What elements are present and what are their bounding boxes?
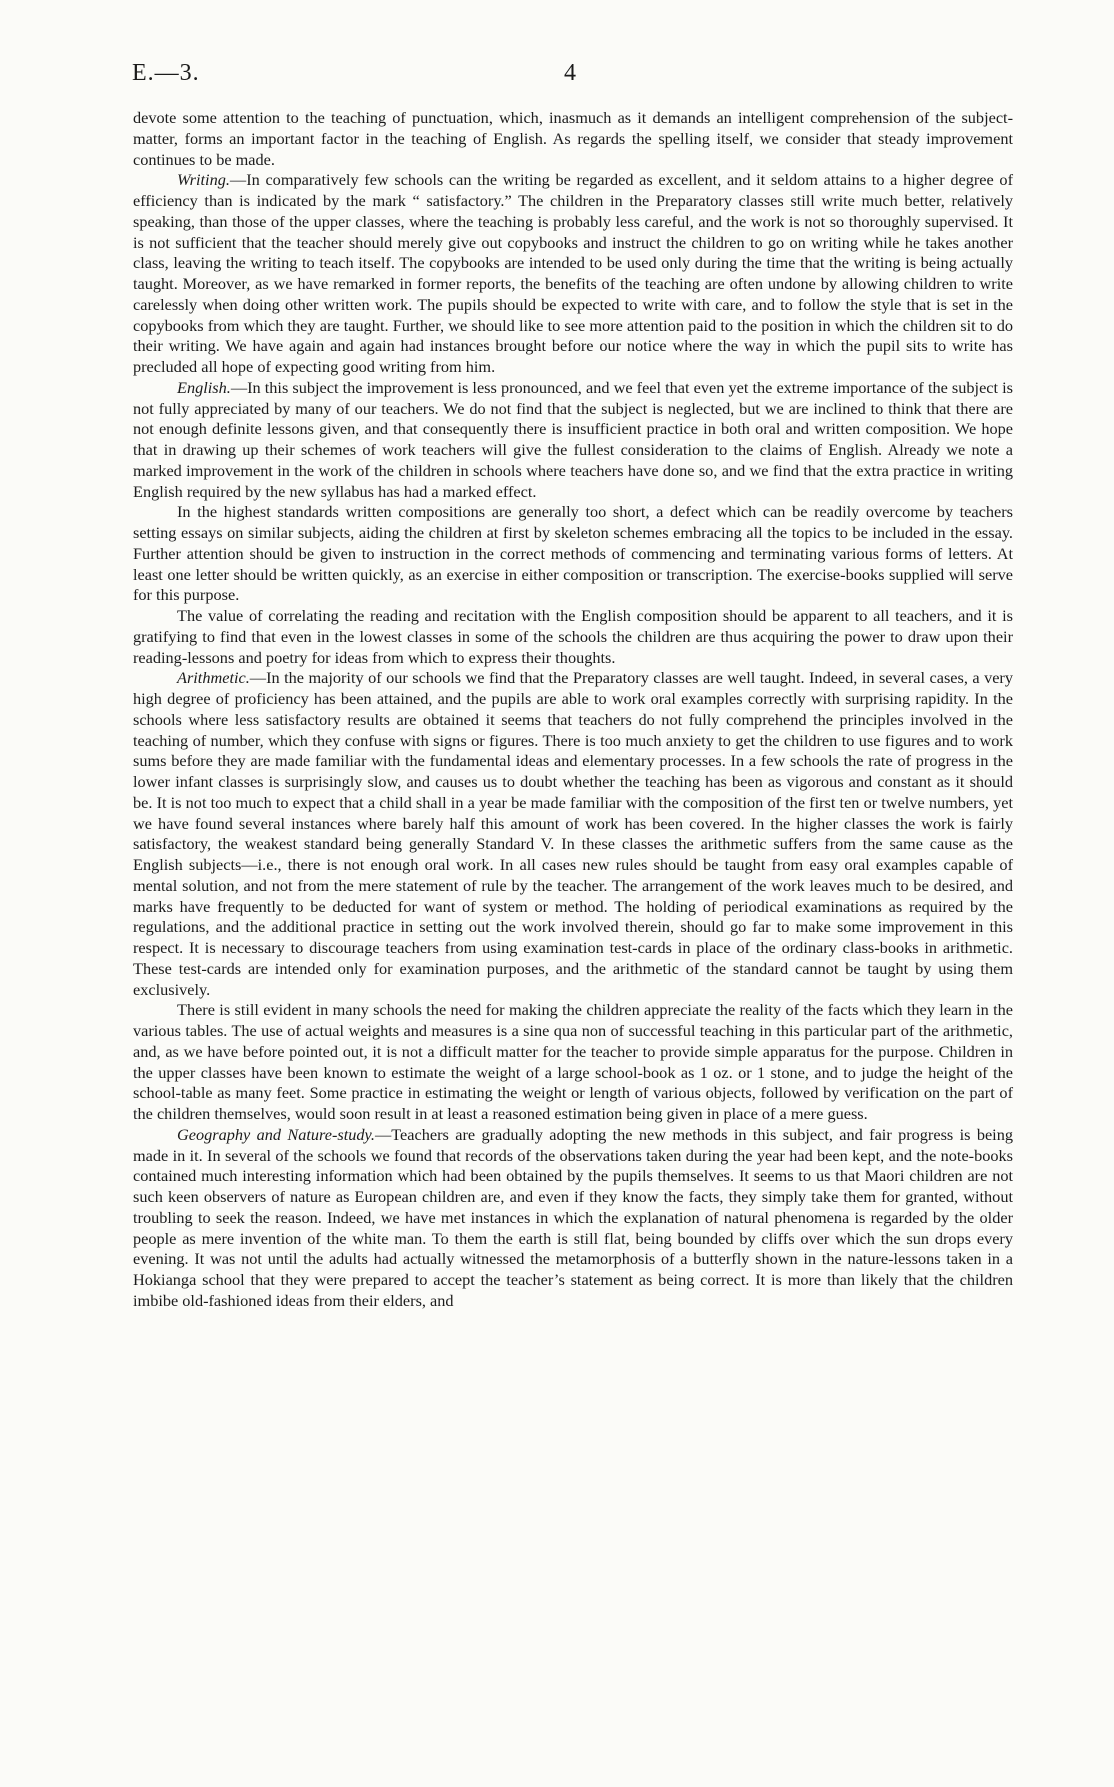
paragraph-correlation (133, 606, 1013, 668)
running-header (132, 58, 1012, 88)
paragraph-text: There is still evident in many schools the need for making the children appreciate the reality of the facts which they learn in the various tables. The use of actual weights and measures is a sine qua non of successful teaching in this particular part of the arithmetic, and, as we have before pointed out, it is not a difficult matter for the teacher to provide simple apparatus for the purpose. Children in the upper classes have been known to estimate the weight of a large school-book as 1 oz. or 1 stone, and to judge the height of the school-table as many feet. Some practice in estimating the weight or length of various objects, followed by verification on the part of the children themselves, would soon result in at least a reasoned estimation being given in place of a mere guess. (133, 1000, 1013, 1123)
body-text (133, 108, 1013, 1312)
series-code: E.—3. (132, 60, 200, 86)
paragraph-text: —In comparatively few schools can the writing be regarded as excellent, and it seldom attains to a higher degree of efficiency than is indicated by the mark “ satisfactory.” The children in the Preparatory classes still write much better, relatively speaking, than those of the upper classes, where the teaching is probably less careful, and the work is not so thoroughly supervised. It is not sufficient that the teacher should merely give out copybooks and instruct the children to go on writing while he takes another class, leaving the writing to teach itself. The copybooks are intended to be used only during the time that the writing is being actually taught. Moreover, as we have remarked in former reports, the benefits of the teaching are often undone by allowing children to write carelessly when doing other written work. The pupils should be expected to write with care, and to follow the style that is set in the copybooks from which they are taught. Further, we should like to see more attention paid to the position in which the children sit to do their writing. We have again and again had instances brought before our notice where the way in which the pupil sits to write has precluded all hope of expecting good writing from him. (133, 170, 1013, 376)
paragraph-english (133, 378, 1013, 503)
paragraph-text: —In the majority of our schools we find that the Preparatory classes are well taught. Indeed, in several cases, a very high degree of proficiency has been attained, and the pupils are able to work oral examples correctly with surprising rapidity. In the schools where less satisfactory results are obtained it seems that teachers do not fully comprehend the principles involved in the teaching of number, which they confuse with signs or figures. There is too much anxiety to get the children to use figures and to work sums before they are made familiar with the fundamental ideas and elementary processes. In a few schools the rate of progress in the lower infant classes is surprisingly slow, and causes us to doubt whether the teaching has been as vigorous and constant as it should be. It is not too much to expect that a child shall in a year be made familiar with the composition of the first ten or twelve numbers, yet we have found several instances where barely half this amount of work has been covered. In the higher classes the work is fairly satisfactory, the weakest standard being generally Standard V. In these classes the arithmetic suffers from the same cause as the English subjects—i.e., there is not enough oral work. In all cases new rules should be taught from easy oral examples capable of mental solution, and not from the mere statement of rule by the teacher. The arrangement of the work leaves much to be desired, and marks have frequently to be deducted for want of system or method. The holding of periodical examinations as required by the regulations, and the additional practice in setting out the work involved therein, should go far to make some improvement in this respect. It is necessary to discourage teachers from using examination test-cards in place of the ordinary class-books in arithmetic. These test-cards are intended only for examination purposes, and the arithmetic of the standard cannot be taught by using them exclusively. (133, 668, 1013, 999)
section-label-english: English. (177, 377, 231, 397)
paragraph-text: —Teachers are gradually adopting the new methods in this subject, and fair progress is being made in it. In several of the schools we found that records of the observations taken during the year had been kept, and the note-books contained much interesting information which had been obtained by the pupils themselves. It seems to us that Maori children are not such keen observers of nature as European children are, and even if they know the facts, they simply take them for granted, without troubling to seek the reason. Indeed, we have met instances in which the explanation of natural phenomena is regarded by the older people as mere invention of the white man. To them the earth is still flat, being bounded by cliffs over which the sun drops every evening. It was not until the adults had actually witnessed the metamorphosis of a butterfly shown in the nature-lessons taken in a Hokianga school that they were prepared to accept the teacher’s statement as being correct. It is more than likely that the children imbibe old-fashioned ideas from their elders, and (133, 1124, 1013, 1310)
paragraph-text: The value of correlating the reading and recitation with the English composition should be apparent to all teachers, and it is gratifying to find that even in the lowest classes in some of the schools the children are thus acquiring the power to draw upon their reading-lessons and poetry for ideas from which to express their thoughts. (133, 606, 1013, 667)
page-number: 4 (564, 60, 576, 86)
paragraph-weights-measures (133, 1000, 1013, 1125)
section-label-geography: Geography and Nature-study. (177, 1124, 375, 1144)
paragraph-compositions (133, 502, 1013, 606)
paragraph-text: In the highest standards written compositions are generally too short, a defect which can be readily overcome by teachers setting essays on similar subjects, aiding the children at first by skeleton schemes embracing all the topics to be included in the essay. Further attention should be given to instruction in the correct methods of commencing and terminating various forms of letters. At least one letter should be written quickly, as an exercise in either composition or transcription. The exercise-books supplied will serve for this purpose. (133, 502, 1013, 605)
paragraph-text: devote some attention to the teaching of punctuation, which, inasmuch as it demands an intelligent comprehension of the subject-matter, forms an important factor in the teaching of English. As regards the spelling itself, we consider that steady improvement continues to be made. (133, 108, 1013, 169)
paragraph-writing (133, 170, 1013, 378)
paragraph-punctuation-continued (133, 108, 1013, 170)
paragraph-text: —In this subject the improvement is less pronounced, and we feel that even yet the extreme importance of the subject is not fully appreciated by many of our teachers. We do not find that the subject is neglected, but we are inclined to think that there are not enough definite lessons given, and that consequently there is insufficient practice in both oral and written composition. We hope that in drawing up their schemes of work teachers will give the fullest consideration to the claims of English. Already we note a marked improvement in the work of the children in schools where teachers have done so, and we find that the extra practice in writing English required by the new syllabus has had a marked effect. (133, 377, 1013, 501)
paragraph-geography (133, 1125, 1013, 1312)
section-label-writing: Writing. (177, 170, 230, 190)
paragraph-arithmetic (133, 668, 1013, 1000)
section-label-arithmetic: Arithmetic. (177, 668, 250, 688)
